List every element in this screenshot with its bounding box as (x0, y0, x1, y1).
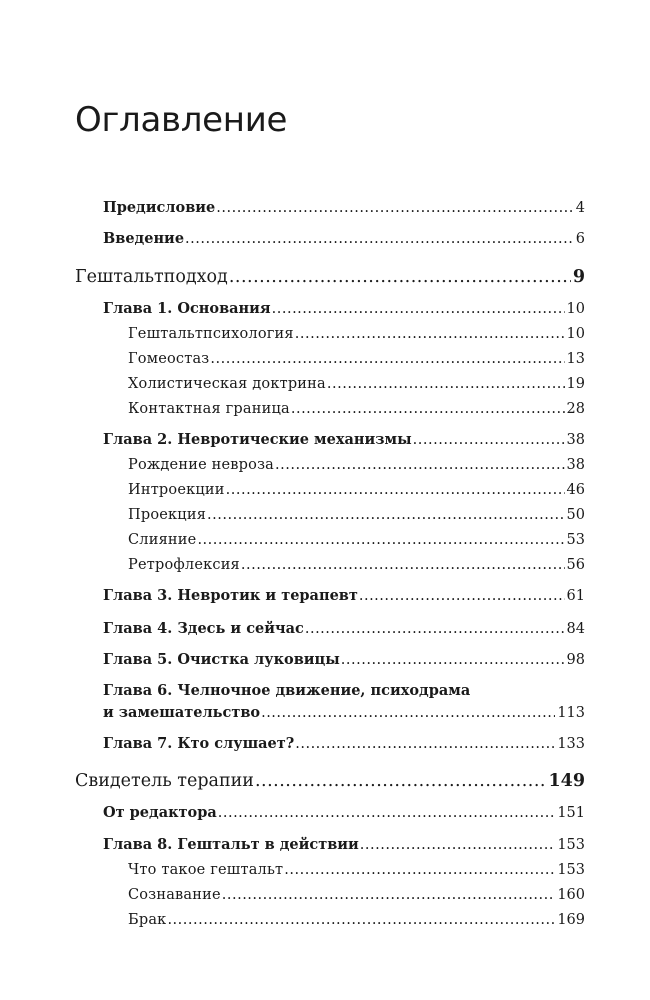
toc-section[interactable] (128, 348, 585, 370)
dot-leader (255, 770, 547, 792)
dot-leader (261, 702, 555, 724)
toc-page-number: 19 (566, 376, 585, 392)
toc-part-gestalt-approach[interactable] (75, 266, 585, 288)
toc-section[interactable] (128, 398, 585, 420)
toc-chapter-label: Глава 1. Основания (103, 300, 271, 317)
dot-leader (360, 834, 556, 856)
toc-entry-label: Введение (103, 230, 185, 247)
toc-page-number: 84 (566, 621, 585, 637)
dot-leader (185, 228, 574, 250)
dot-leader (295, 733, 555, 755)
dot-leader (291, 398, 565, 420)
dot-leader (295, 323, 565, 345)
toc-section[interactable] (128, 323, 585, 345)
toc-page-number: 149 (548, 771, 585, 791)
dot-leader (241, 554, 565, 576)
toc-entry-foreword[interactable] (103, 197, 585, 219)
toc-chapter-label: Глава 5. Очистка луковицы (103, 651, 340, 668)
toc-chapter-2[interactable] (103, 429, 585, 451)
dot-leader (327, 373, 565, 395)
toc-page-number: 133 (557, 736, 585, 752)
toc-chapter-4[interactable] (103, 618, 585, 640)
toc-page-number: 169 (557, 912, 585, 928)
dot-leader (167, 909, 555, 931)
toc-section-label: Что такое гештальт (128, 862, 284, 878)
toc-section[interactable] (128, 554, 585, 576)
dot-leader (210, 348, 564, 370)
toc-section[interactable] (128, 504, 585, 526)
toc-part-label: Гештальтподход (75, 267, 228, 287)
dot-leader (305, 618, 565, 640)
toc-page-number: 10 (566, 301, 585, 317)
toc-chapter-label: Глава 3. Невротик и терапевт (103, 587, 358, 604)
dot-leader (359, 585, 565, 607)
dot-leader (197, 529, 564, 551)
toc-page-number: 46 (566, 482, 585, 498)
toc-chapter-6[interactable] (103, 702, 585, 724)
toc-chapter-label: Глава 8. Гештальт в действии (103, 836, 359, 853)
toc-entry-label: От редактора (103, 804, 217, 821)
dot-leader (218, 802, 556, 824)
toc-page-number: 10 (566, 326, 585, 342)
dot-leader (207, 504, 565, 526)
toc-chapter-3[interactable] (103, 585, 585, 607)
toc-page-number: 61 (566, 588, 585, 604)
dot-leader (229, 266, 571, 288)
toc-section-label: Интроекции (128, 482, 225, 498)
toc-page-number: 38 (566, 457, 585, 473)
toc-entry-editor[interactable] (103, 802, 585, 824)
toc-section-label: Ретрофлексия (128, 557, 240, 573)
toc-entry-label: Предисловие (103, 199, 216, 216)
dot-leader (226, 479, 565, 501)
dot-leader (216, 197, 574, 219)
toc-page-number: 153 (557, 862, 585, 878)
toc-chapter-6-line1[interactable]: Глава 6. Челночное движение, психодрама (103, 682, 471, 699)
toc-page-number: 153 (557, 837, 585, 853)
toc-section-label: Рождение невроза (128, 457, 275, 473)
toc-section[interactable] (128, 479, 585, 501)
toc-page-number: 160 (557, 887, 585, 903)
toc-page-number: 28 (566, 401, 585, 417)
toc-chapter-8[interactable] (103, 834, 585, 856)
toc-chapter-label: и замешательство (103, 704, 261, 721)
toc-page-number: 9 (572, 267, 585, 287)
dot-leader (341, 649, 565, 671)
toc-part-label: Свидетель терапии (75, 771, 254, 791)
dot-leader (284, 859, 555, 881)
toc-page-number: 50 (566, 507, 585, 523)
page-title: Оглавление (75, 100, 288, 140)
toc-section[interactable] (128, 909, 585, 931)
dot-leader (413, 429, 565, 451)
toc-page-number: 98 (566, 652, 585, 668)
toc-section-label: Брак (128, 912, 167, 928)
dot-leader (275, 454, 565, 476)
toc-section[interactable] (128, 454, 585, 476)
toc-chapter-label: Глава 2. Невротические механизмы (103, 431, 412, 448)
toc-part-therapy-witness[interactable] (75, 770, 585, 792)
toc-section-label: Холистическая доктрина (128, 376, 326, 392)
toc-chapter-label: Глава 4. Здесь и сейчас (103, 620, 304, 637)
toc-section-label: Проекция (128, 507, 207, 523)
toc-page-number: 38 (566, 432, 585, 448)
toc-page-number: 6 (575, 231, 585, 247)
toc-page-number: 13 (566, 351, 585, 367)
toc-section[interactable] (128, 859, 585, 881)
toc-section[interactable] (128, 373, 585, 395)
toc-page-number: 53 (566, 532, 585, 548)
toc-section[interactable] (128, 884, 585, 906)
toc-section-label: Гештальтпсихология (128, 326, 294, 342)
toc-section[interactable] (128, 529, 585, 551)
toc-chapter-1[interactable] (103, 298, 585, 320)
toc-page-number: 56 (566, 557, 585, 573)
toc-section-label: Сознавание (128, 887, 221, 903)
toc-section-label: Слияние (128, 532, 197, 548)
toc-page-number: 151 (557, 805, 585, 821)
toc-section-label: Гомеостаз (128, 351, 210, 367)
toc-entry-introduction[interactable] (103, 228, 585, 250)
dot-leader (222, 884, 556, 906)
toc-chapter-5[interactable] (103, 649, 585, 671)
toc-section-label: Контактная граница (128, 401, 290, 417)
toc-page-number: 113 (557, 705, 585, 721)
toc-chapter-7[interactable] (103, 733, 585, 755)
dot-leader (272, 298, 565, 320)
toc-chapter-label: Глава 7. Кто слушает? (103, 735, 295, 752)
toc-page-number: 4 (575, 200, 585, 216)
